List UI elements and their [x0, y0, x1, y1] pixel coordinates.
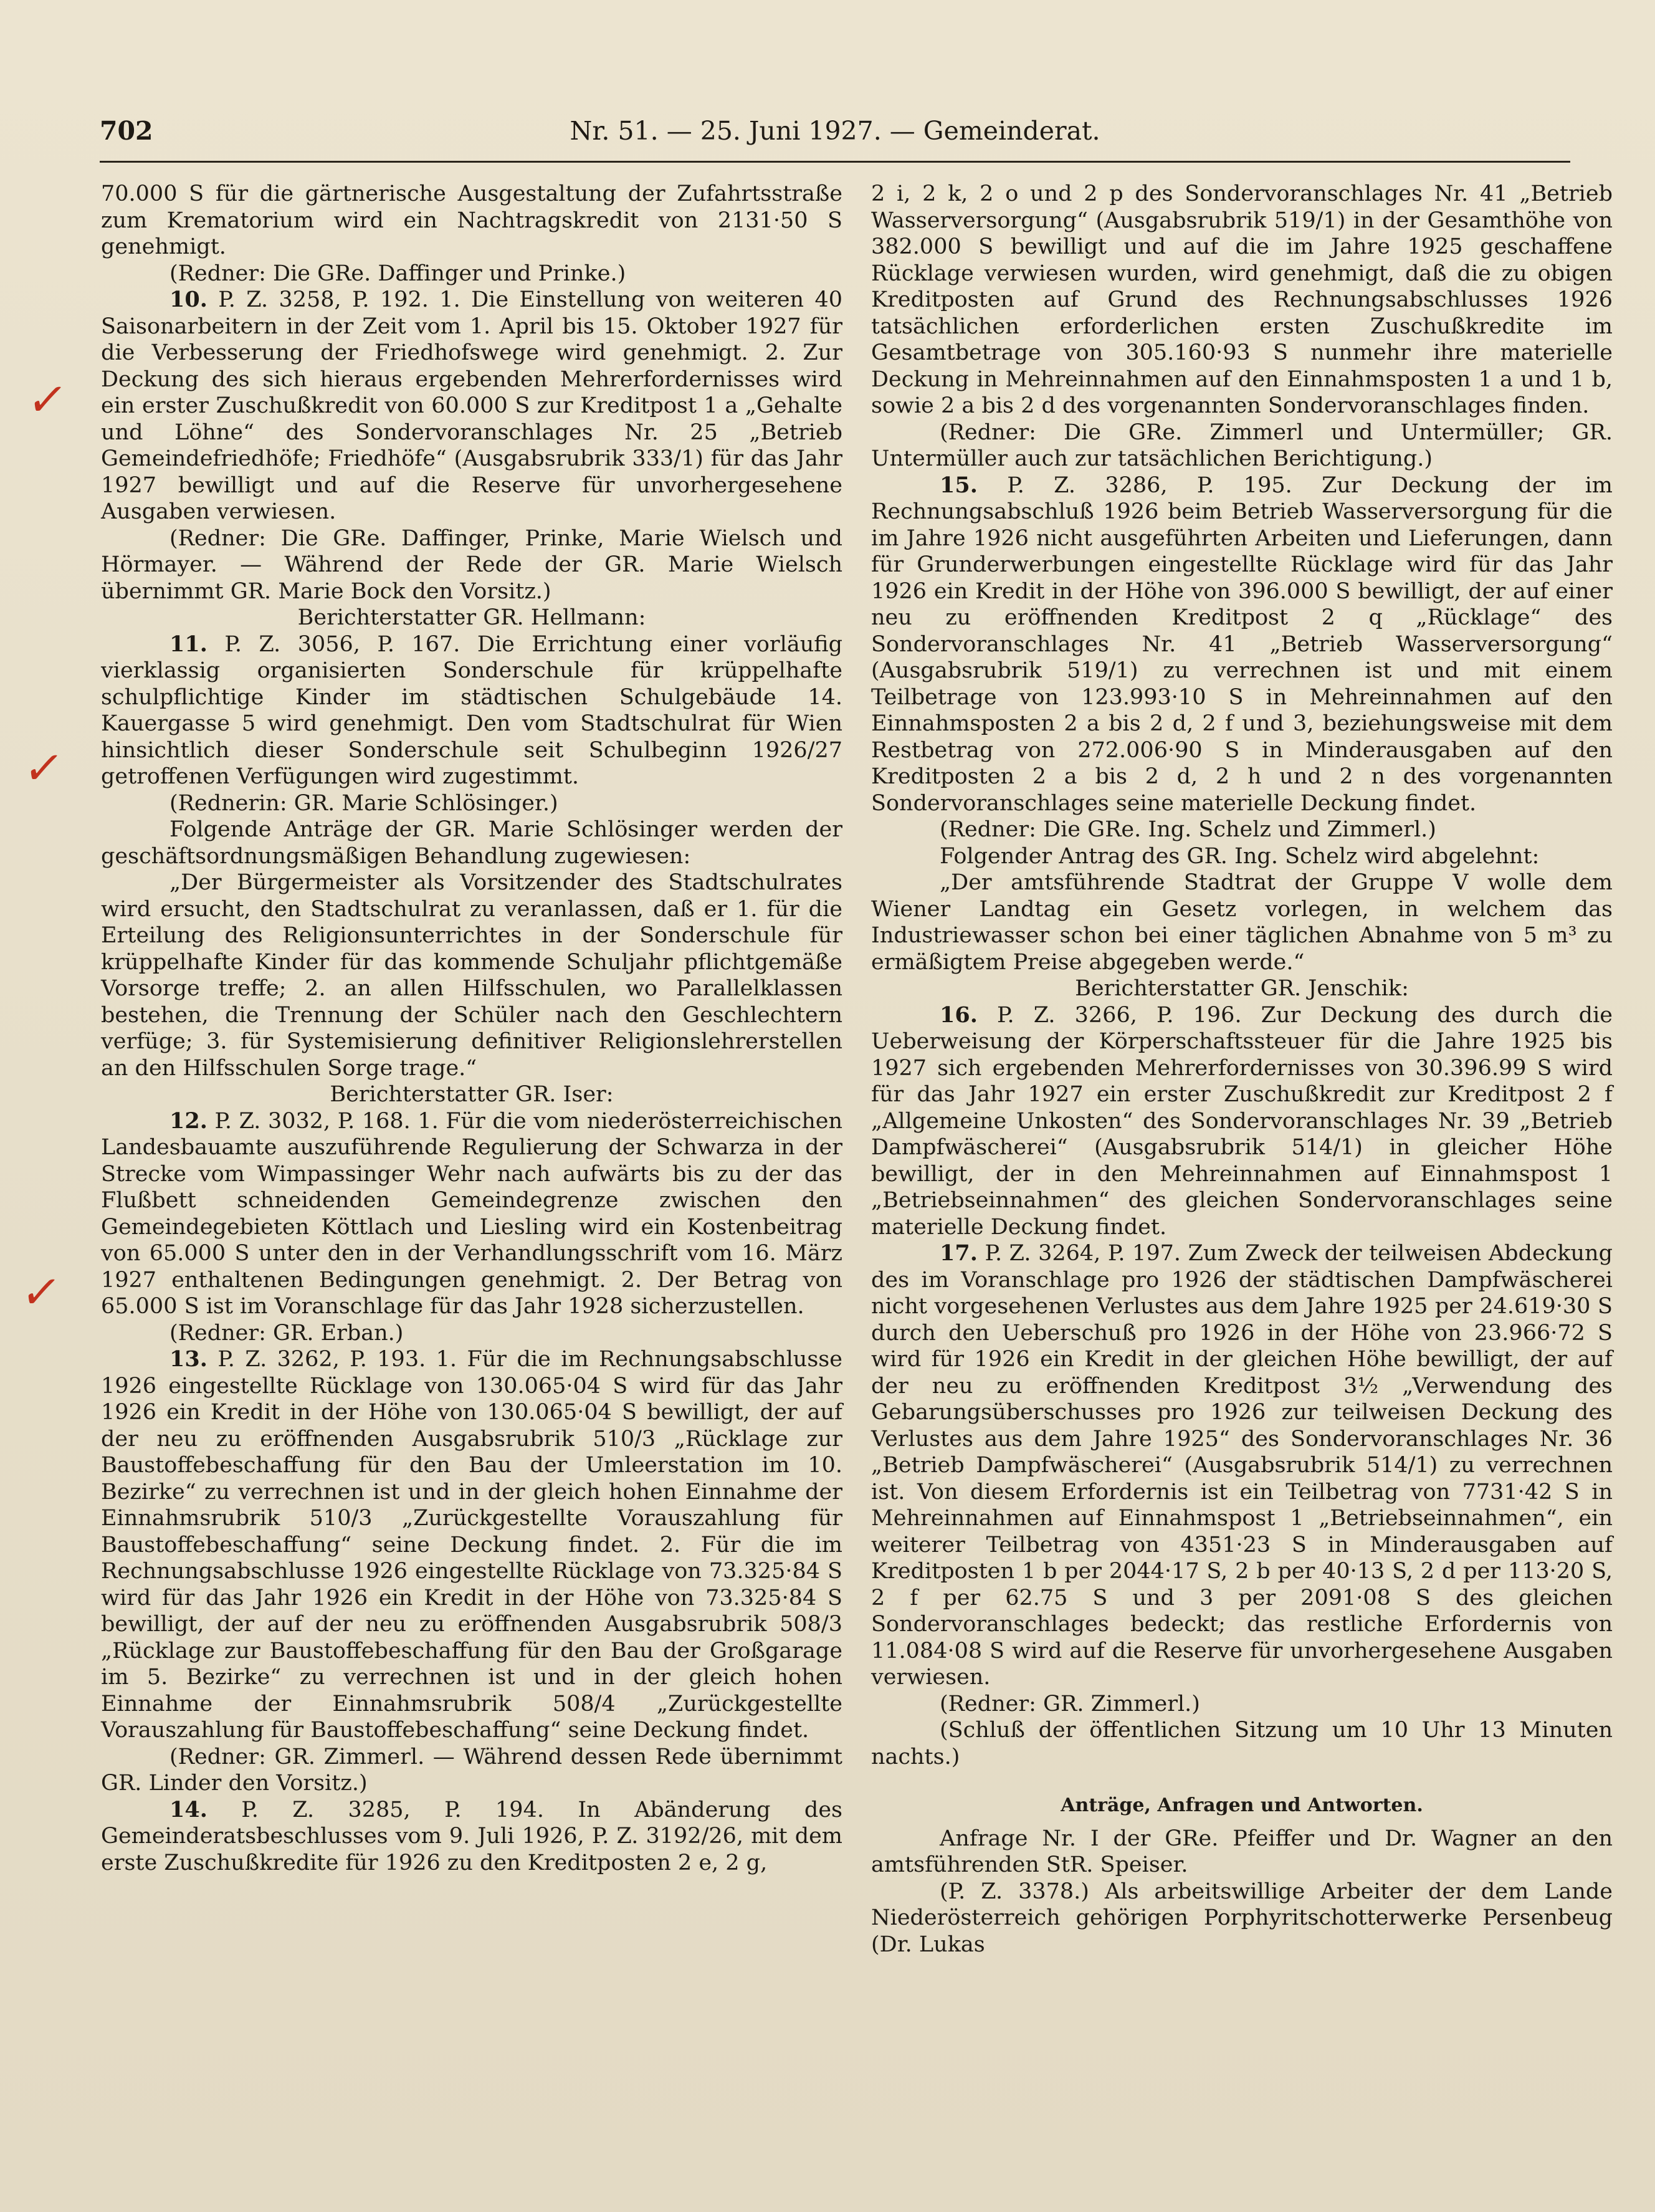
paragraph-text: Folgende Anträge der GR. Marie Schlösinger werden der geschäftsordnungsmäßigen Behandlung zugewiesen: [101, 817, 842, 869]
agenda-item-paragraph [101, 1346, 842, 1744]
paragraph-text: 2 i, 2 k, 2 o und 2 p des Sondervoranschlages Nr. 41 „Betrieb Wasserversorgung“ (Ausgabsrubrik 519/1) in der Gesamthöhe von 382.000 S bewilligt und auf die im Jahre 1925 geschaffene Rücklage verwiesen wurden, wird genehmigt, daß die zu obigen Kreditposten auf Grund des Rechnungsabschlusses 1926 tatsächlichen erforderlichen ersten Zuschußkredite im Gesamtbetrage von 305.160·93 S nunmehr ihre materielle Deckung in Mehreinnahmen auf den Einnahmsposten 1 a und 1 b, sowie 2 a bis 2 d des vorgenannten Sondervoranschlages finden. [871, 181, 1613, 418]
paragraph-text: Folgender Antrag des GR. Ing. Schelz wird abgelehnt: [940, 843, 1540, 869]
paragraph-text: Anfrage Nr. I der GRe. Pfeiffer und Dr. Wagner an den amtsführenden StR. Speiser. [871, 1826, 1613, 1877]
paragraph-text: (P. Z. 3378.) Als arbeitswillige Arbeiter der dem Lande Niederösterreich gehörigen Porphyritschotterwerke Persenbeug (Dr. Lukas [871, 1879, 1613, 1957]
paragraph-text: (Rednerin: GR. Marie Schlösinger.) [169, 790, 558, 816]
left-column [101, 181, 842, 1876]
paragraph-text: P. Z. 3056, P. 167. Die Errichtung einer vorläufig vierklassig organisierten Sonderschule für krüppelhafte schulpflichtige Kinder im städtischen Schulgebäude 14. Kauergasse 5 wird genehmigt. Den vom Stadtschulrat für Wien hinsichtlich dieser Sonderschule seit Schulbeginn 1926/27 getroffenen Verfügungen wird zugestimmt. [101, 631, 842, 789]
agenda-item-paragraph [101, 287, 842, 525]
paragraph [101, 869, 842, 1081]
item-number: 10. [169, 287, 207, 312]
item-number: 15. [940, 472, 978, 498]
paragraph [871, 1879, 1613, 1958]
paragraph [871, 181, 1613, 419]
paragraph [871, 843, 1613, 870]
item-number: 16. [940, 1002, 978, 1028]
page-header [100, 112, 1570, 150]
section-reporter-heading [101, 605, 842, 631]
paragraph [101, 525, 842, 605]
paragraph-text: (Schluß der öffentlichen Sitzung um 10 Uhr 13 Minuten nachts.) [871, 1718, 1613, 1769]
paragraph-text: (Redner: Die GRe. Daffinger, Prinke, Marie Wielsch und Hörmayer. — Während der Rede der GR. Marie Wielsch übernimmt GR. Marie Bock den Vorsitz.) [101, 525, 842, 604]
header-rule [100, 161, 1570, 163]
agenda-item-paragraph [871, 472, 1613, 817]
paragraph-text: P. Z. 3266, P. 196. Zur Deckung des durch die Ueberweisung der Körperschaftssteuer für die Jahre 1925 bis 1927 sich ergebenden Mehrerfordernisses von 30.396.99 S wird für das Jahr 1927 ein erster Zuschußkredit zur Kreditpost 2 f „Allgemeine Unkosten“ des Sondervoranschlages Nr. 39 „Betrieb Dampfwäscherei“ (Ausgabsrubrik 514/1) in gleicher Höhe bewilligt, der in den Mehreinnahmen auf Einnahmspost 1 „Betriebseinnahmen“ des gleichen Sondervoranschlages seine materielle Deckung findet. [871, 1002, 1613, 1240]
paragraph-text: P. Z. 3032, P. 168. 1. Für die vom niederösterreichischen Landesbauamte auszuführende Regulierung der Schwarza in der Strecke vom Wimpassinger Wehr nach aufwärts bis zu der das Flußbett schneidenden Gemeindegrenze zwischen den Gemeindegebieten Köttlach und Liesling wird ein Kostenbeitrag von 65.000 S unter den in der Verhandlungsschrift vom 16. März 1927 enthaltenen Bedingungen genehmigt. 2. Der Betrag von 65.000 S ist im Voranschlage für das Jahr 1928 sicherzustellen. [101, 1108, 842, 1319]
margin-checkmark-icon: ✓ [24, 373, 71, 426]
paragraph [101, 816, 842, 869]
right-column [871, 181, 1613, 1958]
paragraph-text: (Redner: GR. Zimmerl. — Während dessen Rede übernimmt GR. Linder den Vorsitz.) [101, 1744, 842, 1796]
section-heading [871, 1793, 1613, 1819]
paragraph-text: (Redner: Die GRe. Zimmerl und Untermüller; GR. Untermüller auch zur tatsächlichen Berichtigung.) [871, 419, 1613, 471]
agenda-item-paragraph [101, 1108, 842, 1320]
paragraph [101, 261, 842, 287]
item-number: 13. [169, 1346, 207, 1372]
paragraph [871, 1826, 1613, 1879]
item-number: 14. [169, 1796, 207, 1822]
paragraph-text: P. Z. 3258, P. 192. 1. Die Einstellung von weiteren 40 Saisonarbeitern in der Zeit vom 1. April bis 15. Oktober 1927 für die Verbesserung der Friedhofswege wird genehmigt. 2. Zur Deckung des sich hieraus ergebenden Mehrerfordernisses wird ein erster Zuschußkredit von 60.000 S zur Kreditpost 1 a „Gehalte und Löhne“ des Sondervoranschlages Nr. 25 „Betrieb Gemeindefriedhöfe; Friedhöfe“ (Ausgabsrubrik 333/1) für das Jahr 1927 bewilligt und auf die Reserve für unvorhergesehene Ausgaben verwiesen. [101, 287, 842, 524]
item-number: 11. [169, 631, 207, 657]
section-reporter-heading [101, 1081, 842, 1108]
paragraph-text: (Redner: GR. Erban.) [169, 1320, 404, 1346]
paragraph [101, 790, 842, 817]
paragraph [871, 816, 1613, 843]
paragraph-text: Anträge, Anfragen und Antworten. [1061, 1794, 1423, 1816]
paragraph-text: P. Z. 3285, P. 194. In Abänderung des Gemeinderatsbeschlusses vom 9. Juli 1926, P. Z. 3192/26, mit dem erste Zuschußkredite für 1926 zu den Kreditposten 2 e, 2 g, [101, 1797, 842, 1875]
paragraph [101, 181, 842, 261]
paragraph-text: Berichterstatter GR. Jenschik: [1075, 976, 1409, 1001]
paragraph-text: (Redner: Die GRe. Ing. Schelz und Zimmerl.) [940, 817, 1436, 842]
page-number: 702 [100, 116, 153, 146]
paragraph-text: P. Z. 3286, P. 195. Zur Deckung der im Rechnungsabschluß 1926 beim Betrieb Wasserversorgung für die im Jahre 1926 nicht ausgeführten Arbeiten und Lieferungen, dann für Grunderwerbungen eingestellte Rücklage wird für das Jahr 1926 ein Kredit in der Höhe von 396.000 S bewilligt, der auf einer neu zu eröffnenden Kreditpost 2 q „Rücklage“ des Sondervoranschlages Nr. 41 „Betrieb Wasserversorgung“ (Ausgabsrubrik 519/1) zu verrechnen ist und mit einem Teilbetrage von 123.993·10 S in Mehreinnahmen auf den Einnahmsposten 2 a bis 2 d, 2 f und 3, beziehungsweise mit dem Restbetrag von 272.006·90 S in Minderausgaben auf den Kreditposten 2 a bis 2 d, 2 h und 2 n des vorgenannten Sondervoranschlages seine materielle Deckung findet. [871, 472, 1613, 816]
paragraph-text: Berichterstatter GR. Hellmann: [297, 605, 646, 630]
paragraph-text: Berichterstatter GR. Iser: [330, 1082, 614, 1107]
item-number: 12. [169, 1108, 207, 1134]
agenda-item-paragraph [101, 1797, 842, 1877]
paragraph [871, 869, 1613, 975]
agenda-item-paragraph [871, 1002, 1613, 1241]
paragraph [871, 419, 1613, 472]
paragraph-text: P. Z. 3262, P. 193. 1. Für die im Rechnungsabschlusse 1926 eingestellte Rücklage von 130.065·04 S wird für das Jahr 1926 ein Kredit in der Höhe von 130.065·04 S bewilligt, der auf der neu zu eröffnenden Ausgabsrubrik 510/3 „Rücklage zur Baustoffebeschaffung für den Bau der Umleerstation im 10. Bezirke“ zu verrechnen ist und in der gleich hohen Einnahme der Einnahmsrubrik 510/3 „Zurückgestellte Vorauszahlung für Baustoffebeschaffung“ seine Deckung findet. 2. Für die im Rechnungsabschlusse 1926 eingestellte Rücklage von 73.325·84 S wird für das Jahr 1926 ein Kredit in der Höhe von 73.325·84 S bewilligt, der auf der neu zu eröffnenden Ausgabsrubrik 508/3 „Rücklage zur Baustoffebeschaffung für den Bau der Großgarage im 5. Bezirke“ zu verrechnen ist und in der gleich hohen Einnahme der Einnahmsrubrik 508/4 „Zurückgestellte Vorauszahlung für Baustoffebeschaffung“ seine Deckung findet. [101, 1347, 842, 1743]
paragraph [871, 1717, 1613, 1770]
paragraph-text: „Der amtsführende Stadtrat der Gruppe V wolle dem Wiener Landtag ein Gesetz vorlegen, in welchem das Industriewasser schon bei einer täglichen Abnahme von 5 m³ zu ermäßigtem Preise abgegeben werde.“ [871, 870, 1613, 975]
item-number: 17. [940, 1240, 978, 1266]
agenda-item-paragraph [871, 1240, 1613, 1691]
paragraph [871, 1691, 1613, 1718]
paragraph-text: „Der Bürgermeister als Vorsitzender des Stadtschulrates wird ersucht, den Stadtschulrat zu veranlassen, daß er 1. für die Erteilung des Religionsunterrichtes in der Sonderschule für krüppelhafte Kinder für das kommende Schuljahr pflichtgemäße Vorsorge treffe; 2. an allen Hilfsschulen, wo Parallelklassen bestehen, die Trennung der Schüler nach den Geschlechtern verfüge; 3. für Systemisierung definitiver Religionslehrerstellen an den Hilfsschulen Sorge trage.“ [101, 870, 842, 1081]
paragraph-text: (Redner: Die GRe. Daffinger und Prinke.) [169, 261, 626, 286]
paragraph-text: 70.000 S für die gärtnerische Ausgestaltung der Zufahrtsstraße zum Krematorium wird ein Nachtragskredit von 2131·50 S genehmigt. [101, 181, 842, 259]
margin-checkmark-icon: ✓ [20, 742, 67, 794]
paragraph [101, 1320, 842, 1347]
paragraph-text: P. Z. 3264, P. 197. Zum Zweck der teilweisen Abdeckung des im Voranschlage pro 1926 der städtischen Dampfwäscherei nicht vorgesehenen Verlustes aus dem Jahre 1925 per 24.619·30 S durch den Ueberschuß pro 1926 in der Höhe von 23.966·72 S wird für 1926 ein Kredit in der gleichen Höhe bewilligt, der auf der neu zu eröffnenden Kreditpost 3½ „Verwendung des Gebarungsüberschusses pro 1926 zur teilweisen Deckung des Verlustes aus dem Jahre 1925“ des Sondervoranschlages Nr. 36 „Betrieb Dampfwäscherei“ (Ausgabsrubrik 514/1) zu verrechnen ist. Von diesem Erfordernis ist ein Teilbetrag von 7731·42 S in Mehreinnahmen auf Einnahmspost 1 „Betriebseinnahmen“, ein weiterer Teilbetrag von 4351·23 S in Minderausgaben auf Kreditposten 1 b per 2044·17 S, 2 b per 40·13 S, 2 d per 113·20 S, 2 f per 62.75 S und 3 per 2091·08 S des gleichen Sondervoranschlages bedeckt; das restliche Erfordernis von 11.084·08 S wird auf die Reserve für unvorhergesehene Ausgaben verwiesen. [871, 1241, 1613, 1690]
agenda-item-paragraph [101, 631, 842, 790]
paragraph-text: (Redner: GR. Zimmerl.) [940, 1691, 1200, 1716]
running-title: Nr. 51. — 25. Juni 1927. — Gemeinderat. [570, 116, 1100, 146]
paragraph [101, 1744, 842, 1797]
margin-checkmark-icon: ✓ [17, 1266, 65, 1318]
section-reporter-heading [871, 975, 1613, 1002]
